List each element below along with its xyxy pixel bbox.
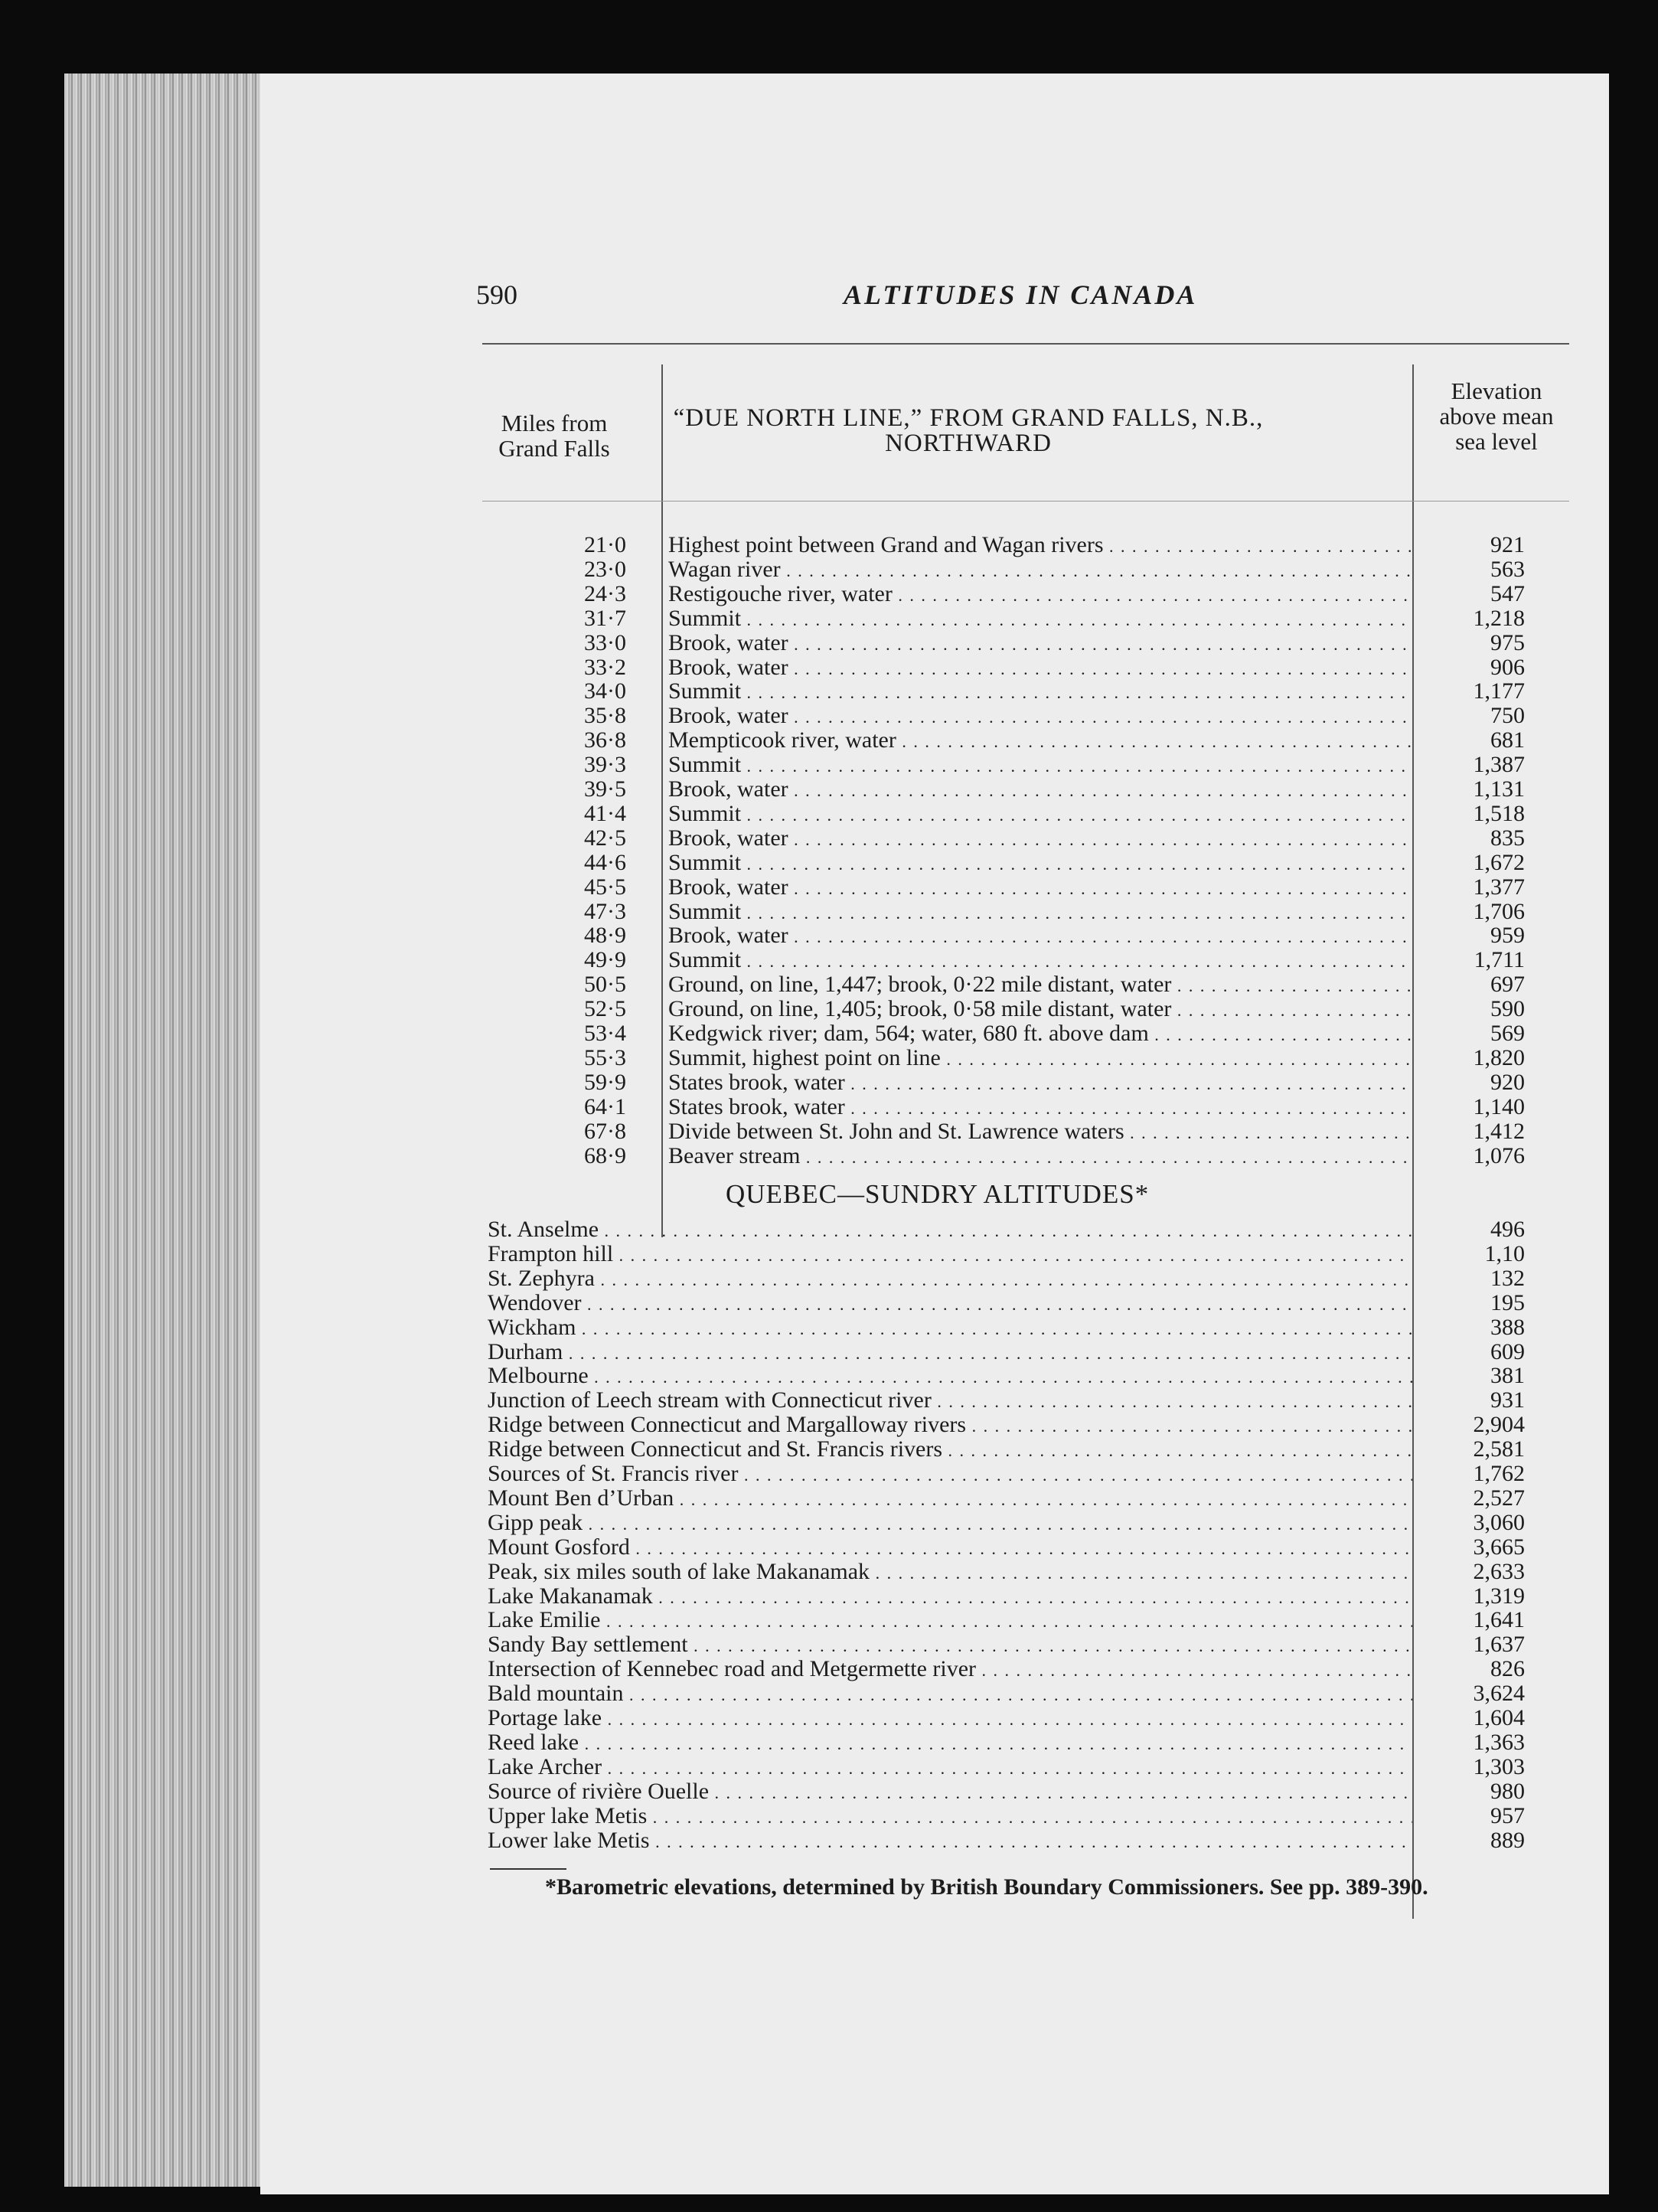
place-name-cell: Durham . . . bbox=[488, 1340, 1412, 1366]
line-title-line: NORTHWARD bbox=[885, 430, 1052, 457]
description-cell: Mempticook river, water . . . bbox=[668, 728, 1411, 754]
header-rule bbox=[482, 343, 1569, 345]
table-row bbox=[260, 948, 1609, 972]
elevation-cell: 750 bbox=[1490, 703, 1525, 729]
footnote-rule bbox=[490, 1868, 566, 1870]
section-title: QUEBEC—SUNDRY ALTITUDES* bbox=[726, 1179, 1150, 1209]
elevation-cell: 980 bbox=[1490, 1778, 1525, 1804]
table-row bbox=[260, 1266, 1609, 1291]
description-cell: States brook, water . . . bbox=[668, 1095, 1411, 1121]
description-cell: Ground, on line, 1,405; brook, 0·58 mile distant, water . . . bbox=[668, 997, 1411, 1023]
elevation-cell: 975 bbox=[1490, 629, 1525, 655]
elevation-cell: 1,518 bbox=[1473, 800, 1525, 826]
elevation-cell: 569 bbox=[1490, 1021, 1525, 1046]
miles-header-line: Miles from bbox=[501, 410, 608, 436]
miles-header-line: Grand Falls bbox=[498, 435, 610, 462]
elevation-cell: 921 bbox=[1490, 532, 1525, 557]
elevation-cell: 132 bbox=[1490, 1265, 1525, 1291]
miles-cell: 48·9 bbox=[584, 923, 626, 949]
place-name-cell: Sources of St. Francis river . . . bbox=[488, 1462, 1412, 1488]
elevation-cell: 1,363 bbox=[1473, 1729, 1525, 1755]
elevation-cell: 496 bbox=[1490, 1217, 1525, 1242]
line-title-line: “DUE NORTH LINE,” FROM GRAND FALLS, N.B., bbox=[673, 404, 1264, 432]
table-row bbox=[260, 753, 1609, 777]
table-row bbox=[260, 1706, 1609, 1730]
table-row bbox=[260, 997, 1609, 1021]
elevation-cell: 1,177 bbox=[1473, 678, 1525, 704]
place-name-cell: Source of rivière Ouelle . . . bbox=[488, 1779, 1412, 1805]
elevation-cell: 2,904 bbox=[1473, 1412, 1525, 1438]
table-row bbox=[260, 1388, 1609, 1413]
place-name-cell: Upper lake Metis . . . bbox=[488, 1804, 1412, 1830]
table-row bbox=[260, 875, 1609, 900]
description-cell: Highest point between Grand and Wagan rivers . . . bbox=[668, 533, 1411, 559]
miles-cell: 34·0 bbox=[584, 678, 626, 704]
elevation-cell: 681 bbox=[1490, 727, 1525, 753]
elevation-header-line: above mean bbox=[1439, 403, 1554, 430]
description-cell: Summit . . . bbox=[668, 900, 1411, 926]
place-name-cell: Junction of Leech stream with Connecticut river . . . bbox=[488, 1388, 1412, 1414]
place-name-cell: Portage lake . . . bbox=[488, 1706, 1412, 1732]
description-cell: Brook, water . . . bbox=[668, 923, 1411, 949]
subheader-rule bbox=[482, 501, 1569, 502]
elevation-cell: 1,706 bbox=[1473, 898, 1525, 924]
description-cell: Wagan river . . . bbox=[668, 557, 1411, 583]
elevation-cell: 1,10 bbox=[1484, 1240, 1525, 1266]
table-row bbox=[260, 557, 1609, 582]
description-cell: Brook, water . . . bbox=[668, 875, 1411, 901]
table-row bbox=[260, 1560, 1609, 1584]
table-row bbox=[260, 1413, 1609, 1437]
miles-cell: 47·3 bbox=[584, 898, 626, 924]
elevation-cell: 1,762 bbox=[1473, 1461, 1525, 1486]
table-row bbox=[260, 1242, 1609, 1266]
place-name-cell: Mount Gosford . . . bbox=[488, 1535, 1412, 1561]
description-cell: Summit . . . bbox=[668, 851, 1411, 877]
place-name-cell: St. Zephyra . . . bbox=[488, 1266, 1412, 1292]
miles-cell: 23·0 bbox=[584, 556, 626, 582]
elevation-cell: 1,412 bbox=[1473, 1118, 1525, 1144]
elevation-cell: 1,637 bbox=[1473, 1632, 1525, 1658]
place-name-cell: Lake Archer . . . bbox=[488, 1755, 1412, 1781]
miles-cell: 55·3 bbox=[584, 1044, 626, 1070]
table-row bbox=[260, 1046, 1609, 1070]
elevation-cell: 563 bbox=[1490, 556, 1525, 582]
miles-cell: 59·9 bbox=[584, 1069, 626, 1095]
table-row bbox=[260, 679, 1609, 704]
elevation-cell: 835 bbox=[1490, 825, 1525, 851]
elevation-cell: 381 bbox=[1490, 1363, 1525, 1389]
description-cell: Summit . . . bbox=[668, 606, 1411, 632]
place-name-cell: Lake Emilie . . . bbox=[488, 1608, 1412, 1634]
elevation-cell: 1,319 bbox=[1473, 1583, 1525, 1609]
elevation-cell: 1,377 bbox=[1473, 874, 1525, 900]
elevation-cell: 3,665 bbox=[1473, 1534, 1525, 1560]
place-name-cell: Mount Ben d’Urban . . . bbox=[488, 1486, 1412, 1512]
table-row bbox=[260, 777, 1609, 802]
place-name-cell: Peak, six miles south of lake Makanamak . . . bbox=[488, 1560, 1412, 1586]
line-title-header bbox=[658, 406, 1278, 456]
table-row bbox=[260, 1291, 1609, 1315]
elevation-cell: 3,060 bbox=[1473, 1509, 1525, 1535]
elevation-header-line: Elevation bbox=[1451, 377, 1542, 404]
table-row bbox=[260, 655, 1609, 680]
elevation-cell: 2,527 bbox=[1473, 1485, 1525, 1511]
table-row bbox=[260, 1364, 1609, 1388]
table-row bbox=[260, 1535, 1609, 1560]
table-row bbox=[260, 1755, 1609, 1779]
place-name-cell: Frampton hill . . . bbox=[488, 1242, 1412, 1268]
table-row bbox=[260, 1119, 1609, 1144]
description-cell: Restigouche river, water . . . bbox=[668, 582, 1411, 608]
place-name-cell: Reed lake . . . bbox=[488, 1730, 1412, 1756]
elevation-cell: 1,076 bbox=[1473, 1142, 1525, 1168]
miles-column-header bbox=[478, 410, 631, 461]
miles-cell: 67·8 bbox=[584, 1118, 626, 1144]
place-name-cell: Gipp peak . . . bbox=[488, 1511, 1412, 1537]
miles-cell: 35·8 bbox=[584, 703, 626, 729]
description-cell: Ground, on line, 1,447; brook, 0·22 mile distant, water . . . bbox=[668, 972, 1411, 998]
elevation-cell: 2,581 bbox=[1473, 1436, 1525, 1462]
place-name-cell: Melbourne . . . bbox=[488, 1364, 1412, 1390]
table-row bbox=[260, 900, 1609, 924]
elevation-cell: 2,633 bbox=[1473, 1558, 1525, 1584]
table-row bbox=[260, 826, 1609, 851]
description-cell: Summit . . . bbox=[668, 753, 1411, 779]
description-cell: Brook, water . . . bbox=[668, 655, 1411, 681]
table-row bbox=[260, 1021, 1609, 1046]
elevation-cell: 1,140 bbox=[1473, 1093, 1525, 1119]
elevation-cell: 1,820 bbox=[1473, 1044, 1525, 1070]
elevation-cell: 697 bbox=[1490, 972, 1525, 998]
place-name-cell: Intersection of Kennebec road and Metgermette river . . . bbox=[488, 1657, 1412, 1683]
description-cell: Summit . . . bbox=[668, 948, 1411, 974]
table-row bbox=[260, 1144, 1609, 1168]
elevation-cell: 906 bbox=[1490, 654, 1525, 680]
table-row bbox=[260, 1681, 1609, 1706]
table-row bbox=[260, 851, 1609, 875]
description-cell: Brook, water . . . bbox=[668, 631, 1411, 657]
miles-cell: 31·7 bbox=[584, 605, 626, 631]
miles-cell: 64·1 bbox=[584, 1093, 626, 1119]
place-name-cell: Ridge between Connecticut and Margalloway rivers . . . bbox=[488, 1413, 1412, 1439]
place-name-cell: Sandy Bay settlement . . . bbox=[488, 1632, 1412, 1658]
table-row bbox=[260, 1584, 1609, 1609]
description-cell: Beaver stream . . . bbox=[668, 1144, 1411, 1170]
table-row bbox=[260, 1657, 1609, 1681]
book-page-edges bbox=[64, 74, 294, 2187]
place-name-cell: Lake Makanamak . . . bbox=[488, 1584, 1412, 1610]
table-row bbox=[260, 923, 1609, 948]
miles-cell: 45·5 bbox=[584, 874, 626, 900]
miles-cell: 39·3 bbox=[584, 752, 626, 778]
table-row bbox=[260, 1340, 1609, 1364]
miles-cell: 53·4 bbox=[584, 1021, 626, 1046]
elevation-cell: 3,624 bbox=[1473, 1681, 1525, 1707]
place-name-cell: Bald mountain . . . bbox=[488, 1681, 1412, 1707]
table-row bbox=[260, 1511, 1609, 1535]
description-cell: Summit . . . bbox=[668, 679, 1411, 705]
elevation-cell: 590 bbox=[1490, 996, 1525, 1022]
elevation-cell: 1,131 bbox=[1473, 776, 1525, 802]
table-row bbox=[260, 802, 1609, 826]
elevation-cell: 1,387 bbox=[1473, 752, 1525, 778]
miles-cell: 41·4 bbox=[584, 800, 626, 826]
table-row bbox=[260, 728, 1609, 753]
table-row bbox=[260, 1608, 1609, 1632]
place-name-cell: St. Anselme . . . bbox=[488, 1217, 1412, 1243]
table-row bbox=[260, 606, 1609, 631]
table-row bbox=[260, 1804, 1609, 1828]
miles-cell: 21·0 bbox=[584, 532, 626, 557]
miles-cell: 49·9 bbox=[584, 947, 626, 973]
table-row bbox=[260, 1730, 1609, 1755]
miles-cell: 50·5 bbox=[584, 972, 626, 998]
elevation-cell: 957 bbox=[1490, 1802, 1525, 1828]
table-row bbox=[260, 1632, 1609, 1657]
miles-cell: 24·3 bbox=[584, 580, 626, 606]
place-name-cell: Lower lake Metis . . . bbox=[488, 1828, 1412, 1854]
table-row bbox=[260, 1217, 1609, 1242]
description-cell: Kedgwick river; dam, 564; water, 680 ft. above dam . . . bbox=[668, 1021, 1411, 1047]
place-name-cell: Ridge between Connecticut and St. Francis rivers . . . bbox=[488, 1437, 1412, 1463]
table-row bbox=[260, 1486, 1609, 1511]
elevation-cell: 826 bbox=[1490, 1656, 1525, 1682]
place-name-cell: Wickham . . . bbox=[488, 1315, 1412, 1341]
place-name-cell: Wendover . . . bbox=[488, 1291, 1412, 1317]
elevation-cell: 889 bbox=[1490, 1827, 1525, 1853]
table-row bbox=[260, 704, 1609, 728]
running-title: ALTITUDES IN CANADA bbox=[844, 279, 1198, 310]
table-row bbox=[260, 1070, 1609, 1095]
miles-cell: 52·5 bbox=[584, 996, 626, 1022]
elevation-cell: 195 bbox=[1490, 1289, 1525, 1315]
elevation-cell: 1,672 bbox=[1473, 849, 1525, 875]
table-row bbox=[260, 1462, 1609, 1486]
table-row bbox=[260, 972, 1609, 997]
elevation-column-header bbox=[1420, 378, 1573, 454]
table-row bbox=[260, 1828, 1609, 1853]
miles-cell: 36·8 bbox=[584, 727, 626, 753]
description-cell: Brook, water . . . bbox=[668, 704, 1411, 730]
description-cell: States brook, water . . . bbox=[668, 1070, 1411, 1096]
miles-cell: 33·0 bbox=[584, 629, 626, 655]
elevation-cell: 931 bbox=[1490, 1387, 1525, 1413]
description-cell: Summit . . . bbox=[668, 802, 1411, 828]
miles-cell: 33·2 bbox=[584, 654, 626, 680]
elevation-cell: 388 bbox=[1490, 1314, 1525, 1340]
miles-cell: 44·6 bbox=[584, 849, 626, 875]
miles-cell: 39·5 bbox=[584, 776, 626, 802]
description-cell: Divide between St. John and St. Lawrence waters . . . bbox=[668, 1119, 1411, 1145]
elevation-cell: 920 bbox=[1490, 1069, 1525, 1095]
table-row bbox=[260, 1779, 1609, 1804]
table-row bbox=[260, 631, 1609, 655]
elevation-header-line: sea level bbox=[1455, 428, 1538, 455]
elevation-cell: 959 bbox=[1490, 923, 1525, 949]
description-cell: Brook, water . . . bbox=[668, 826, 1411, 852]
elevation-cell: 1,218 bbox=[1473, 605, 1525, 631]
elevation-cell: 1,303 bbox=[1473, 1753, 1525, 1779]
table-row bbox=[260, 1315, 1609, 1340]
description-cell: Brook, water . . . bbox=[668, 777, 1411, 803]
page-number: 590 bbox=[476, 279, 517, 310]
book-page bbox=[260, 74, 1609, 2194]
footnote: *Barometric elevations, determined by British Boundary Commissioners. See pp. 389-390. bbox=[545, 1874, 1428, 1900]
table-row bbox=[260, 582, 1609, 606]
table-row bbox=[260, 1437, 1609, 1462]
elevation-cell: 1,711 bbox=[1474, 947, 1525, 973]
table-row bbox=[260, 533, 1609, 557]
miles-cell: 68·9 bbox=[584, 1142, 626, 1168]
miles-cell: 42·5 bbox=[584, 825, 626, 851]
elevation-cell: 1,604 bbox=[1473, 1705, 1525, 1730]
elevation-cell: 547 bbox=[1490, 580, 1525, 606]
elevation-cell: 1,641 bbox=[1473, 1607, 1525, 1633]
description-cell: Summit, highest point on line . . . bbox=[668, 1046, 1411, 1072]
elevation-cell: 609 bbox=[1490, 1338, 1525, 1364]
table-row bbox=[260, 1095, 1609, 1119]
